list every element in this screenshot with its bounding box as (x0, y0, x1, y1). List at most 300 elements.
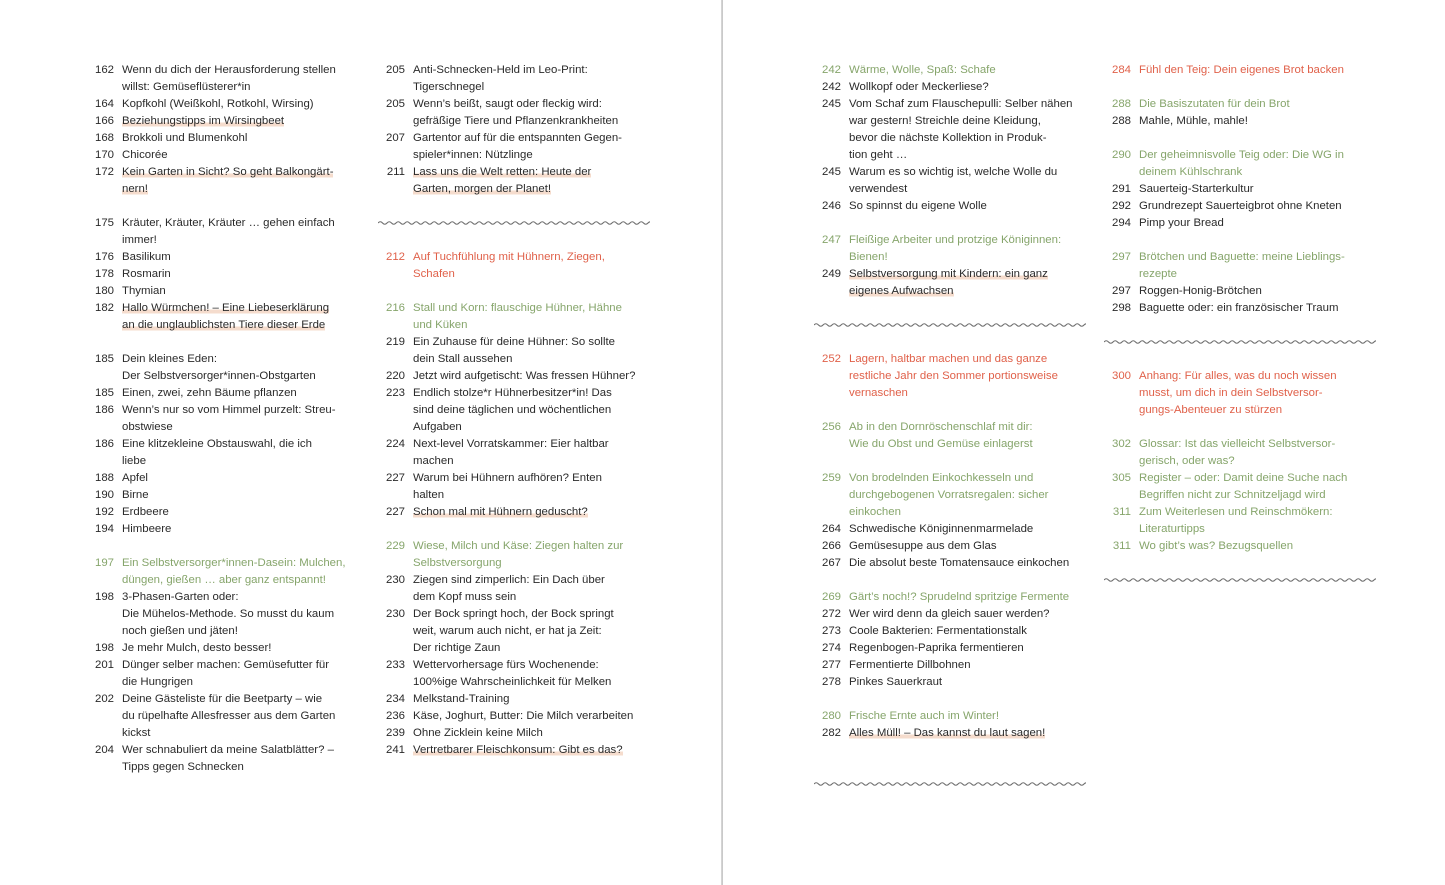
page-number: 234 (385, 693, 405, 705)
toc-entry (87, 96, 372, 113)
entry-title-line: Brötchen und Baguette: meine Lieblings- (1139, 251, 1345, 263)
entry-title-line: kickst (122, 727, 151, 739)
page-number: 277 (821, 659, 841, 671)
entry-title (122, 147, 372, 164)
toc-entry (87, 385, 372, 402)
entry-title (1139, 368, 1389, 419)
page-number: 175 (94, 217, 114, 229)
entry-title (1139, 436, 1389, 470)
page-number: 294 (1111, 217, 1131, 229)
entry-title-line: an die unglaublichsten Tiere dieser Erde (122, 319, 326, 331)
entry-title (849, 266, 1099, 300)
wavy-divider (1104, 572, 1389, 589)
page-number: 269 (821, 591, 841, 603)
page-number: 256 (821, 421, 841, 433)
entry-title (849, 232, 1099, 266)
page-number: 284 (1111, 64, 1131, 76)
entry-title-line: Wenn’s beißt, saugt oder fleckig wird: (413, 98, 602, 110)
page-number: 207 (385, 132, 405, 144)
entry-title-line: Basilikum (122, 251, 171, 263)
toc-entry (87, 266, 372, 283)
page-number: 224 (385, 438, 405, 450)
page-number: 198 (94, 642, 114, 654)
page-number: 185 (94, 387, 114, 399)
entry-title-line: Lagern, haltbar machen und das ganze (849, 353, 1048, 365)
page-number: 176 (94, 251, 114, 263)
toc-entry (814, 555, 1099, 572)
toc-column-4 (1104, 62, 1389, 589)
entry-title-line: einkochen (849, 506, 901, 518)
toc-column-2 (378, 62, 663, 759)
entry-title-line: Wettervorhersage fürs Wochenende: (413, 659, 599, 671)
entry-title-line: Begriffen nicht zur Schnitzeljagd wird (1139, 489, 1326, 501)
entry-title (122, 96, 372, 113)
entry-title-line: dein Stall aussehen (413, 353, 513, 365)
entry-title (849, 708, 1099, 725)
entry-title-line: Alles Müll! – Das kannst du laut sagen! (849, 727, 1046, 739)
toc-entry (378, 742, 663, 759)
entry-title-line: Gärt’s noch!? Sprudelnd spritzige Fermente (849, 591, 1070, 603)
entry-title-line: 3-Phasen-Garten oder: (122, 591, 239, 603)
toc-entry (814, 606, 1099, 623)
page-number: 288 (1111, 115, 1131, 127)
toc-entry (1104, 198, 1389, 215)
entry-title-line: Sauerteig-Starterkultur (1139, 183, 1254, 195)
toc-entry (87, 589, 372, 640)
entry-title-line: noch gießen und jäten! (122, 625, 238, 637)
entry-title-line: Käse, Joghurt, Butter: Die Milch verarbeiten (413, 710, 634, 722)
entry-title-line: halten (413, 489, 445, 501)
entry-title-line: Fleißige Arbeiter und protzige Königinnen: (849, 234, 1062, 246)
toc-entry (378, 606, 663, 657)
entry-title-line: Einen, zwei, zehn Bäume pflanzen (122, 387, 297, 399)
toc-entry (87, 402, 372, 436)
entry-title-line: gefräßige Tiere und Pflanzenkrankheiten (413, 115, 619, 127)
entry-title (413, 300, 663, 334)
entry-title (122, 742, 372, 776)
toc-entry (814, 674, 1099, 691)
toc-entry (87, 130, 372, 147)
entry-title (122, 283, 372, 300)
toc-subheading (1104, 504, 1389, 538)
page-gutter (721, 0, 723, 885)
entry-title-line: Fermentierte Dillbohnen (849, 659, 971, 671)
entry-title-line: Beziehungstipps im Wirsingbeet (122, 115, 285, 127)
toc-entry (378, 708, 663, 725)
toc-subheading (1104, 470, 1389, 504)
toc-entry (87, 742, 372, 776)
entry-title (413, 385, 663, 436)
entry-title-line: Je mehr Mulch, desto besser! (122, 642, 272, 654)
page-number: 259 (821, 472, 841, 484)
entry-title-line: Hallo Würmchen! – Eine Liebeserklärung (122, 302, 330, 314)
entry-title (849, 521, 1099, 538)
toc-entry (87, 62, 372, 96)
entry-title (849, 62, 1099, 79)
toc-entry (378, 130, 663, 164)
page-number: 216 (385, 302, 405, 314)
page-number: 170 (94, 149, 114, 161)
entry-title (1139, 198, 1389, 215)
page-number: 245 (821, 166, 841, 178)
toc-entry (378, 504, 663, 521)
toc-section-heading (1104, 62, 1389, 79)
entry-title-line: Coole Bakterien: Fermentationstalk (849, 625, 1027, 637)
entry-title-line: Erdbeere (122, 506, 169, 518)
toc-subheading (814, 589, 1099, 606)
entry-title-line: Kein Garten in Sicht? So geht Balkongärt- (122, 166, 334, 178)
toc-entry (814, 521, 1099, 538)
page-number: 178 (94, 268, 114, 280)
entry-title-line: die Hungrigen (122, 676, 193, 688)
entry-title-line: Der richtige Zaun (413, 642, 501, 654)
page-number: 219 (385, 336, 405, 348)
toc-section-heading (814, 351, 1099, 402)
page-number: 291 (1111, 183, 1131, 195)
toc-entry (814, 96, 1099, 164)
spacer (87, 198, 372, 215)
toc-entry (814, 657, 1099, 674)
entry-title (122, 470, 372, 487)
page-number: 211 (386, 166, 405, 178)
page-number: 280 (821, 710, 841, 722)
entry-title-line: deinem Kühlschrank (1139, 166, 1243, 178)
spacer (814, 402, 1099, 419)
entry-title-line: restliche Jahr den Sommer portionsweise (849, 370, 1058, 382)
spacer (814, 691, 1099, 708)
entry-title-line: Selbstversorgung mit Kindern: ein ganz (849, 268, 1048, 280)
page-number: 311 (1112, 506, 1131, 518)
wavy-divider-line (378, 219, 650, 228)
page-number: 266 (821, 540, 841, 552)
toc-entry (814, 640, 1099, 657)
entry-title (413, 130, 663, 164)
toc-subheading (814, 62, 1099, 79)
page-number: 164 (94, 98, 114, 110)
page-number: 229 (385, 540, 405, 552)
entry-title-line: Kräuter, Kräuter, Kräuter … gehen einfach (122, 217, 335, 229)
toc-entry (87, 470, 372, 487)
page-number: 288 (1111, 98, 1131, 110)
entry-title-line: tion geht … (849, 149, 908, 161)
entry-title-line: Eine klitzekleine Obstauswahl, die ich (122, 438, 312, 450)
entry-title (849, 623, 1099, 640)
entry-title (413, 691, 663, 708)
entry-title-line: Aufgaben (413, 421, 462, 433)
entry-title-line: Schafen (413, 268, 455, 280)
entry-title-line: Auf Tuchfühlung mit Hühnern, Ziegen, (413, 251, 605, 263)
entry-title-line: Ein Selbstversorger*innen-Dasein: Mulchen, (122, 557, 346, 569)
entry-title-line: Register – oder: Damit deine Suche nach (1139, 472, 1348, 484)
entry-title-line: musst, um dich in dein Selbstversor- (1139, 387, 1323, 399)
entry-title (1139, 147, 1389, 181)
toc-entry (378, 334, 663, 368)
page-number: 245 (821, 98, 841, 110)
spacer (378, 283, 663, 300)
entry-title-line: Vom Schaf zum Flauschepulli: Selber nähen (849, 98, 1073, 110)
entry-title-line: Der Selbstversorger*innen-Obstgarten (122, 370, 316, 382)
entry-title-line: Dein kleines Eden: (122, 353, 217, 365)
toc-entry (378, 96, 663, 130)
entry-title-line: und Küken (413, 319, 468, 331)
entry-title-line: Kopfkohl (Weißkohl, Rotkohl, Wirsing) (122, 98, 314, 110)
spacer (1104, 130, 1389, 147)
toc-column-1 (87, 62, 372, 776)
toc-entry (378, 62, 663, 96)
page-number: 292 (1111, 200, 1131, 212)
entry-title-line: du rüpelhafte Allesfresser aus dem Garten (122, 710, 336, 722)
entry-title (849, 419, 1099, 453)
entry-title (413, 334, 663, 368)
entry-title-line: Ab in den Dornröschenschlaf mit dir: (849, 421, 1033, 433)
page-number: 182 (94, 302, 114, 314)
entry-title-line: machen (413, 455, 454, 467)
page-number: 297 (1111, 251, 1131, 263)
page-number: 168 (94, 132, 114, 144)
entry-title (413, 657, 663, 691)
page-number: 247 (821, 234, 841, 246)
spacer (87, 334, 372, 351)
entry-title-line: düngen, gießen … aber ganz entspannt! (122, 574, 326, 586)
entry-title (1139, 470, 1389, 504)
toc-subheading (814, 232, 1099, 266)
entry-title-line: Wenn du dich der Herausforderung stellen (122, 64, 336, 76)
spacer (814, 334, 1099, 351)
toc-subheading (1104, 538, 1389, 555)
page-number: 186 (94, 438, 114, 450)
entry-title (849, 657, 1099, 674)
entry-title-line: Schwedische Königinnenmarmelade (849, 523, 1034, 535)
entry-title-line: So spinnst du eigene Wolle (849, 200, 987, 212)
entry-title-line: Rosmarin (122, 268, 171, 280)
entry-title (1139, 62, 1389, 79)
toc-subheading (378, 300, 663, 334)
page-number: 236 (385, 710, 405, 722)
page-number: 188 (94, 472, 114, 484)
page-number: 201 (94, 659, 114, 671)
entry-title (122, 504, 372, 521)
entry-title (849, 198, 1099, 215)
page-number: 302 (1111, 438, 1131, 450)
entry-title (849, 164, 1099, 198)
entry-title (122, 130, 372, 147)
entry-title-line: Ein Zuhause für deine Hühner: So sollte (413, 336, 615, 348)
toc-entry (378, 691, 663, 708)
entry-title-line: Frische Ernte auch im Winter! (849, 710, 1000, 722)
page-number: 230 (385, 574, 405, 586)
entry-title-line: Von brodelnden Einkochkesseln und (849, 472, 1034, 484)
toc-entry (87, 164, 372, 198)
entry-title-line: Warum es so wichtig ist, welche Wolle du (849, 166, 1058, 178)
wavy-divider (378, 215, 663, 232)
entry-title-line: obstwiese (122, 421, 173, 433)
entry-title (413, 436, 663, 470)
toc-entry (87, 504, 372, 521)
page-number: 204 (94, 744, 114, 756)
toc-entry (87, 521, 372, 538)
toc-entry (378, 385, 663, 436)
entry-title (122, 402, 372, 436)
entry-title-line: Wer wird denn da gleich sauer werden? (849, 608, 1050, 620)
entry-title (849, 674, 1099, 691)
page-number: 311 (1112, 540, 1131, 552)
entry-title-line: 100%ige Wahrscheinlichkeit für Melken (413, 676, 612, 688)
toc-entry (814, 164, 1099, 198)
entry-title-line: Birne (122, 489, 149, 501)
entry-title (1139, 283, 1389, 300)
toc-subheading (87, 555, 372, 589)
entry-title-line: Baguette oder: ein französischer Traum (1139, 302, 1339, 314)
entry-title-line: Wie du Obst und Gemüse einlagerst (849, 438, 1033, 450)
toc-subheading (814, 708, 1099, 725)
entry-title (849, 538, 1099, 555)
entry-title-line: Melkstand-Training (413, 693, 510, 705)
page-number: 198 (94, 591, 114, 603)
spacer (814, 742, 1099, 759)
entry-title (122, 657, 372, 691)
page-number: 220 (385, 370, 405, 382)
wavy-divider (814, 317, 1099, 334)
entry-title-line: Ohne Zicklein keine Milch (413, 727, 543, 739)
page-number: 162 (94, 64, 114, 76)
entry-title (849, 79, 1099, 96)
entry-title-line: Zum Weiterlesen und Reinschmökern: (1139, 506, 1333, 518)
entry-title-line: Wollkopf oder Meckerliese? (849, 81, 989, 93)
page-number: 272 (821, 608, 841, 620)
entry-title-line: Gartentor auf für die entspannten Gegen- (413, 132, 622, 144)
toc-subheading (814, 470, 1099, 521)
entry-title-line: Die Mühelos-Methode. So musst du kaum (122, 608, 335, 620)
page-number: 300 (1111, 370, 1131, 382)
entry-title-line: war gestern! Streichle deine Kleidung, (849, 115, 1041, 127)
entry-title-line: Ziegen sind zimperlich: Ein Dach über (413, 574, 605, 586)
entry-title (413, 164, 663, 198)
page-number: 305 (1111, 472, 1131, 484)
toc-entry (814, 725, 1099, 742)
spacer (814, 572, 1099, 589)
spacer (1104, 351, 1389, 368)
entry-title-line: Glossar: Ist das vielleicht Selbstversor- (1139, 438, 1336, 450)
entry-title (122, 436, 372, 470)
entry-title-line: Garten, morgen der Planet! (413, 183, 552, 195)
page-number: 197 (94, 557, 114, 569)
entry-title (122, 691, 372, 742)
toc-entry (814, 538, 1099, 555)
wavy-divider-line (814, 321, 1086, 330)
entry-title-line: Anhang: Für alles, was du noch wissen (1139, 370, 1337, 382)
toc-entry (378, 572, 663, 606)
toc-section-heading (1104, 368, 1389, 419)
entry-title (1139, 504, 1389, 538)
entry-title-line: Apfel (122, 472, 148, 484)
wavy-divider-line (1104, 576, 1376, 585)
entry-title (413, 538, 663, 572)
toc-subheading (1104, 96, 1389, 113)
page-number: 252 (821, 353, 841, 365)
entry-title (122, 215, 372, 249)
entry-title-line: Die absolut beste Tomatensauce einkochen (849, 557, 1070, 569)
entry-title (122, 555, 372, 589)
entry-title-line: Pimp your Bread (1139, 217, 1224, 229)
entry-title (1139, 215, 1389, 232)
entry-title-line: gungs-Abenteuer zu stürzen (1139, 404, 1283, 416)
page-number: 233 (385, 659, 405, 671)
entry-title-line: Grundrezept Sauerteigbrot ohne Kneten (1139, 200, 1342, 212)
page-number: 241 (385, 744, 405, 756)
toc-subheading (1104, 147, 1389, 181)
entry-title (413, 62, 663, 96)
entry-title-line: immer! (122, 234, 157, 246)
entry-title (122, 487, 372, 504)
entry-title (413, 504, 663, 521)
entry-title (1139, 538, 1389, 555)
toc-entry (1104, 300, 1389, 317)
entry-title (413, 368, 663, 385)
entry-title-line: willst: Gemüseflüsterer*in (122, 81, 251, 93)
entry-title (413, 470, 663, 504)
entry-title-line: Stall und Korn: flauschige Hühner, Hähne (413, 302, 622, 314)
entry-title-line: Fühl den Teig: Dein eigenes Brot backen (1139, 64, 1344, 76)
entry-title (122, 249, 372, 266)
entry-title-line: Tipps gegen Schnecken (122, 761, 244, 773)
entry-title (122, 62, 372, 96)
page-number: 190 (94, 489, 114, 501)
spacer (814, 215, 1099, 232)
entry-title-line: spieler*innen: Nützlinge (413, 149, 533, 161)
entry-title-line: Thymian (122, 285, 166, 297)
entry-title-line: Warum bei Hühnern aufhören? Enten (413, 472, 602, 484)
toc-entry (378, 470, 663, 504)
entry-title (849, 96, 1099, 164)
entry-title-line: Deine Gästeliste für die Beetparty – wie (122, 693, 323, 705)
entry-title-line: Wiese, Milch und Käse: Ziegen halten zur (413, 540, 624, 552)
page-number: 246 (821, 200, 841, 212)
entry-title (849, 470, 1099, 521)
toc-entry (87, 657, 372, 691)
entry-title (1139, 96, 1389, 113)
page-number: 249 (821, 268, 841, 280)
page-number: 205 (385, 98, 405, 110)
entry-title-line: Der Bock springt hoch, der Bock springt (413, 608, 614, 620)
entry-title (1139, 300, 1389, 317)
page-number: 242 (821, 81, 841, 93)
entry-title-line: Selbstversorgung (413, 557, 502, 569)
page-number: 186 (94, 404, 114, 416)
entry-title (122, 351, 372, 385)
spacer (1104, 232, 1389, 249)
entry-title-line: Schon mal mit Hühnern geduscht? (413, 506, 588, 518)
page-number: 192 (94, 506, 114, 518)
toc-entry (814, 623, 1099, 640)
page-number: 180 (94, 285, 114, 297)
page-number: 194 (94, 523, 114, 535)
toc-entry (87, 147, 372, 164)
page-number: 202 (94, 693, 114, 705)
toc-entry (87, 283, 372, 300)
page-number: 227 (385, 472, 405, 484)
entry-title (122, 164, 372, 198)
toc-entry (1104, 215, 1389, 232)
spacer (378, 521, 663, 538)
spacer (1104, 79, 1389, 96)
entry-title (413, 249, 663, 283)
entry-title-line: rezepte (1139, 268, 1177, 280)
entry-title (849, 589, 1099, 606)
entry-title-line: Chicorée (122, 149, 168, 161)
entry-title-line: Wärme, Wolle, Spaß: Schafe (849, 64, 996, 76)
entry-title (122, 589, 372, 640)
page-number: 278 (821, 676, 841, 688)
